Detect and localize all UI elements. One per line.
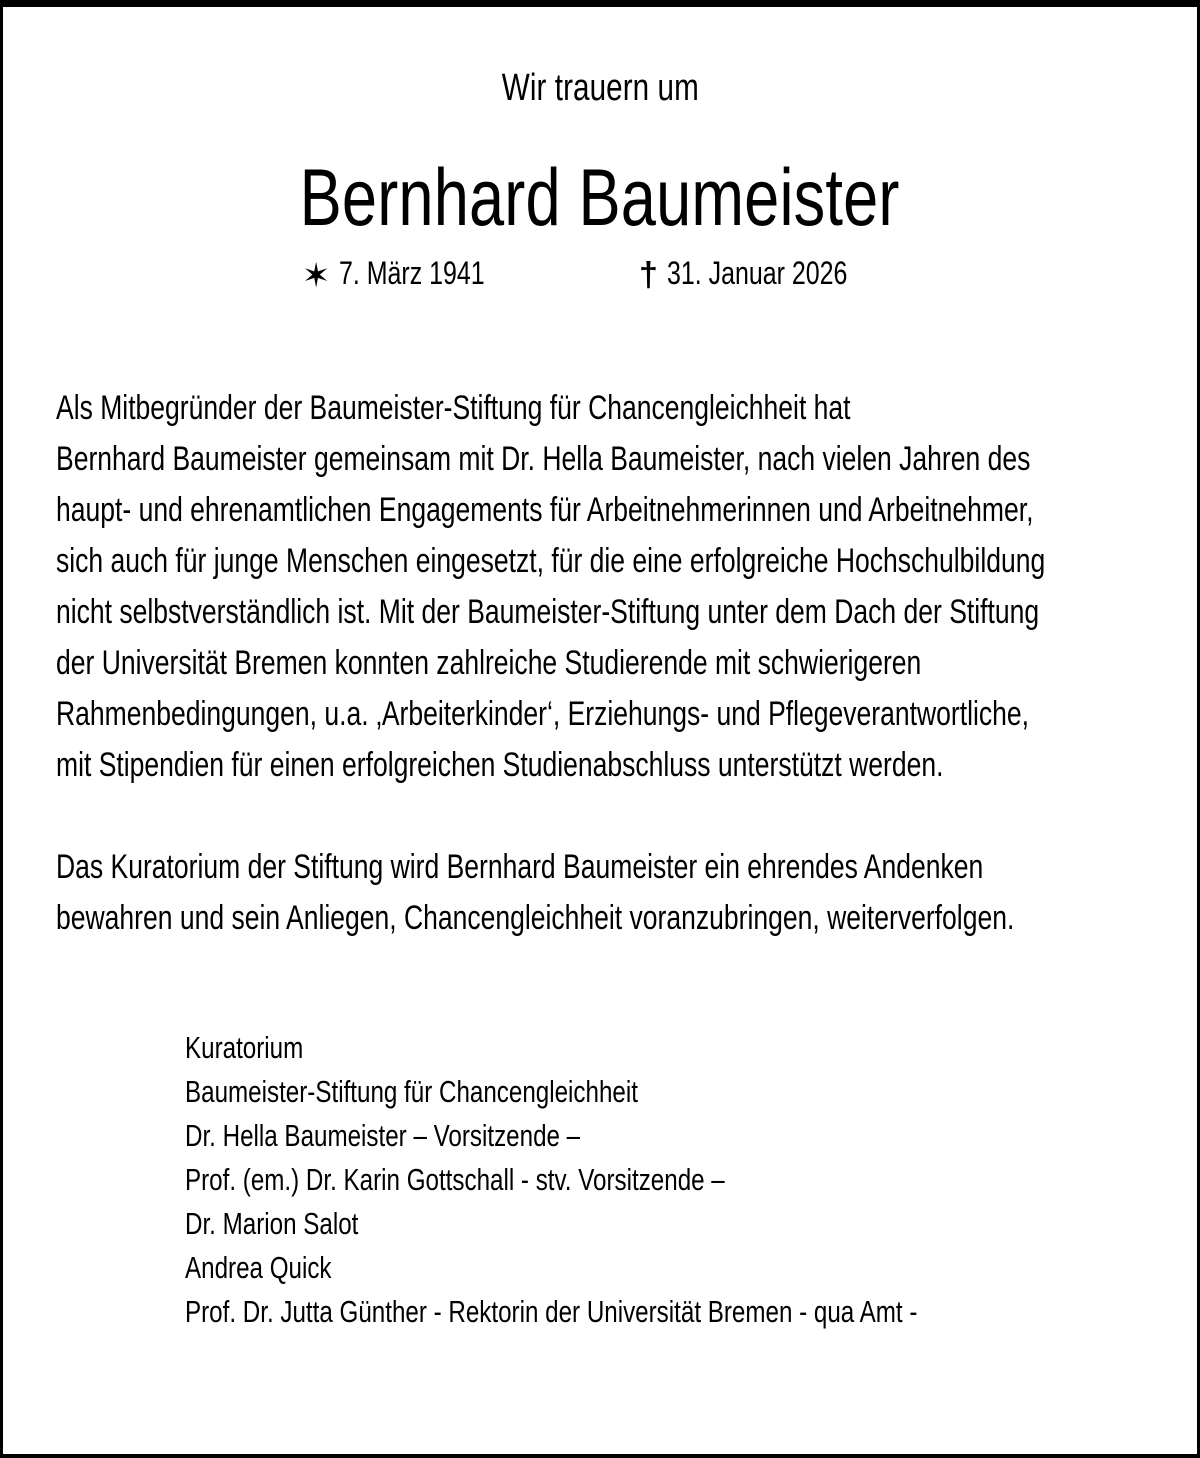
paragraph-line-text: mit Stipendien für einen erfolgreichen Studienabschluss unterstützt werden. — [56, 746, 944, 784]
obituary-paragraph — [56, 383, 1157, 791]
paragraph-line — [56, 485, 1157, 536]
deceased-name — [3, 155, 1197, 241]
paragraph-line-text: Als Mitbegründer der Baumeister-Stiftung für Chancengleichheit hat — [56, 389, 851, 427]
signature-line-text: Andrea Quick — [185, 1250, 332, 1285]
death-date-label: 31. Januar 2026 — [666, 255, 848, 291]
paragraph-line-text: der Universität Bremen konnten zahlreiche Studierende mit schwierigeren — [56, 644, 922, 682]
death-date-group — [639, 254, 898, 294]
paragraph-line — [56, 383, 1157, 434]
signature-line — [185, 1202, 1197, 1246]
paragraph-line — [56, 893, 1157, 944]
paragraph-line-text: Rahmenbedingungen, u.a. ‚Arbeiterkinder‘, Erziehungs- und Pflegeverantwortliche, — [56, 695, 1029, 733]
paragraph-line — [56, 689, 1157, 740]
paragraph-line-text: Das Kuratorium der Stiftung wird Bernhard Baumeister ein ehrendes Andenken — [56, 848, 984, 886]
paragraph-line — [56, 842, 1157, 893]
signature-line — [185, 1114, 1197, 1158]
signature-line — [185, 1070, 1197, 1114]
paragraph-line — [56, 536, 1157, 587]
paragraph-line — [56, 587, 1157, 638]
signature-line — [185, 1246, 1197, 1290]
birth-star-icon: ✶ — [301, 257, 331, 295]
life-dates — [3, 254, 1197, 295]
obituary-body — [3, 383, 1197, 944]
paragraph-line-text: haupt- und ehrenamtlichen Engagements für Arbeitnehmerinnen und Arbeitnehmer, — [56, 491, 1034, 529]
mourning-intro-label: Wir trauern um — [501, 67, 699, 109]
paragraph-line-text: nicht selbstverständlich ist. Mit der Baumeister-Stiftung unter dem Dach der Stiftung — [56, 593, 1040, 631]
paragraph-line — [56, 740, 1157, 791]
obituary-paragraph — [56, 842, 1157, 944]
paragraph-line — [56, 638, 1157, 689]
signature-line-text: Baumeister-Stiftung für Chancengleichheit — [185, 1074, 638, 1109]
paragraph-line — [56, 434, 1157, 485]
paragraph-line-text: sich auch für junge Menschen eingesetzt, für die eine erfolgreiche Hochschulbildung — [56, 542, 1046, 580]
signature-line-text: Prof. (em.) Dr. Karin Gottschall - stv. Vorsitzende – — [185, 1162, 725, 1197]
birth-date-label: 7. März 1941 — [339, 255, 485, 291]
paragraph-line-text: Bernhard Baumeister gemeinsam mit Dr. Hella Baumeister, nach vielen Jahren des — [56, 440, 1031, 478]
death-cross-icon: † — [638, 256, 658, 294]
signature-line — [185, 1026, 1197, 1070]
signature-line-text: Prof. Dr. Jutta Günther - Rektorin der Universität Bremen - qua Amt - — [185, 1294, 918, 1329]
signature-line-text: Dr. Hella Baumeister – Vorsitzende – — [185, 1118, 581, 1153]
obituary-header — [3, 7, 1197, 295]
paragraph-line-text: bewahren und sein Anliegen, Chancengleichheit voranzubringen, weiterverfolgen. — [56, 899, 1015, 937]
mourning-intro-text — [3, 65, 1197, 111]
signature-block — [3, 1026, 1197, 1334]
birth-date-group — [302, 254, 526, 295]
signature-line — [185, 1158, 1197, 1202]
signature-line — [185, 1290, 1197, 1334]
signature-line-text: Kuratorium — [185, 1030, 304, 1065]
signature-line-text: Dr. Marion Salot — [185, 1206, 359, 1241]
deceased-name-label: Bernhard Baumeister — [300, 153, 900, 243]
